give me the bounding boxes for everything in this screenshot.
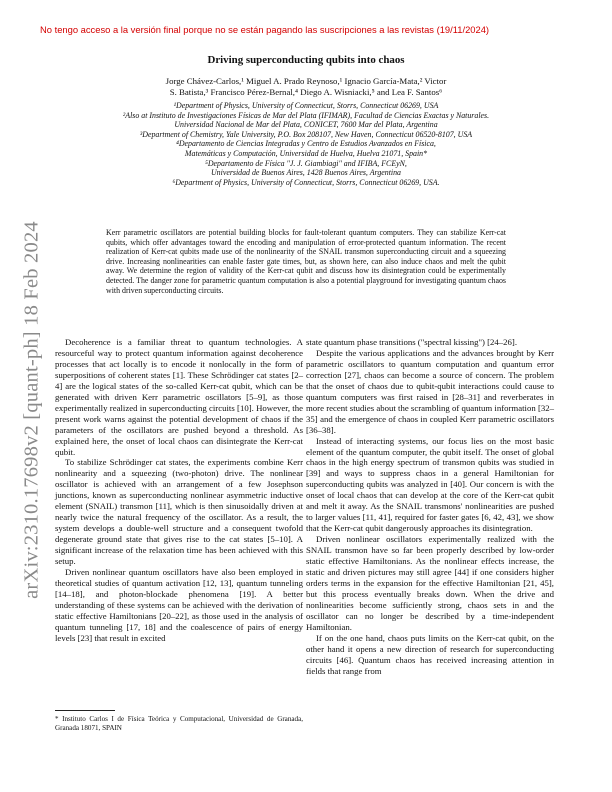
- body-paragraph: To stabilize Schrödinger cat states, the experiments combine Kerr nonlinearity and a squeezing (two-photon) drive. The nonlinear oscillator is achieved with an arrangement of a few Josephson junctions, known as superconducting nonlinear asymmetric inductive element (SNAIL) transmon [11], which is then sinusoidally driven at nearly twice the natural frequency of the oscillator. As a result, the system develops a double-well structure and a consequent twofold degenerate ground state that gives rise to the cat states [5–10]. A significant increase of the relaxation time has been achieved with this setup.: [55, 457, 303, 567]
- author-list: [120, 76, 492, 98]
- arxiv-identifier: arXiv:2310.17698v2 [quant-ph] 18 Feb 2024: [20, 221, 43, 599]
- body-paragraph: state quantum phase transitions ("spectral kissing") [24–26].: [306, 337, 518, 347]
- abstract: Kerr parametric oscillators are potential building blocks for fault-tolerant quantum computers. They can stabilize Kerr-cat qubits, which offer advantages toward the encoding and manipulation of error-protected quantum information. The recent realization of Kerr-cat qubits made use of the nonlinearity of the SNAIL transmon superconducting circuit and a squeezing drive. Increasing nonlinearities can enable faster gate times, but, as shown here, can also induce chaos and melt the qubit away. We determine the region of validity of the Kerr-cat qubit and discuss how its disintegration could be experimentally detected. The danger zone for parametric quantum computation is also a potential playground for investigating quantum chaos with driven superconducting circuits.: [106, 228, 506, 295]
- affiliation-line: ⁶Department of Physics, University of Connecticut, Storrs, Connecticut 06269, USA.: [172, 177, 440, 187]
- affiliation-line: ³Department of Chemistry, Yale University, P.O. Box 208107, New Haven, Connecticut 06520-8107, USA: [139, 129, 473, 139]
- body-paragraph: Decoherence is a familiar threat to quantum technologies. A resourceful way to protect quantum information against decoherence processes that act locally is to encode it nonlocally in the form of superpositions of coherent states [1]. These Schrödinger cat states [2–4] are the logical states of the so-called Kerr-cat qubit, which can be generated with driven Kerr parametric oscillators [5–9], as those experimentally realized in superconducting circuits [10]. However, the present work warns against the potential development of chaos if the parameters of the oscillators are pushed beyond a threshold. As explained here, the onset of local chaos can disintegrate the Kerr-cat qubit.: [55, 337, 303, 457]
- paper-title: Driving superconducting qubits into chaos: [207, 54, 405, 66]
- affiliations: [62, 101, 550, 187]
- affiliation-line: Universidad Nacional de Mar del Plata, CONICET, 7600 Mar del Plata, Argentina: [174, 120, 438, 130]
- body-paragraph: Despite the various applications and the advances brought by Kerr parametric oscillators to quantum computation and quantum error correction [27], chaos can become a source of concern. The problem that the onset of chaos due to qubit-qubit interactions could cause to quantum computers was first raised in [28–31] and reverberates in more recent studies about the scrambling of quantum information [32–35] and the emergence of chaos in coupled Kerr parametric oscillators [36–38].: [306, 347, 554, 435]
- affiliation-line: ⁵Departamento de Física "J. J. Giambiagi" and IFIBA, FCEyN,: [205, 158, 407, 168]
- footnote: * Instituto Carlos I de Física Teórica y Computacional, Universidad de Granada, Granada 18071, SPAIN: [55, 715, 303, 732]
- affiliation-line: ⁴Departamento de Ciencias Integradas y Centro de Estudios Avanzados en Física,: [176, 139, 436, 149]
- author-line: S. Batista,³ Francisco Pérez-Bernal,⁴ Diego A. Wisniacki,⁵ and Lea F. Santos⁶: [169, 87, 443, 97]
- affiliation-line: ²Also at Instituto de Investigaciones Físicas de Mar del Plata (IFIMAR), Facultad de Ciencias Exactas y Naturales.: [122, 110, 490, 120]
- body-paragraph: Driven nonlinear quantum oscillators have also been employed in theoretical studies of quantum activation [12, 13], quantum tunneling [14–18], and photon-blockade phenomena [19]. A better understanding of these systems can be achieved with the derivation of static effective Hamiltonians [20–22], as those used in the analysis of quantum tunneling [17, 18] and the coalescence of pairs of energy levels [23] that result in excited: [55, 567, 303, 643]
- body-paragraph: If on the one hand, chaos puts limits on the Kerr-cat qubit, on the other hand it opens a new direction of research for superconducting circuits [46]. Quantum chaos has received increasing attention in fields that range from: [306, 632, 554, 676]
- footnote-divider: [55, 710, 115, 711]
- author-line: Jorge Chávez-Carlos,¹ Miguel A. Prado Reynoso,¹ Ignacio García-Mata,² Victor: [165, 76, 447, 86]
- arxiv-sidebar-stamp: [18, 195, 46, 625]
- access-notice: No tengo acceso a la versión final porque no se están pagando las suscripciones a las revistas (19/11/2024): [40, 24, 490, 35]
- body-paragraph: Instead of interacting systems, our focus lies on the most basic element of the quantum computer, the qubit itself. The onset of global chaos in the high energy spectrum of transmon qubits was studied in [39] and ways to suppress chaos in a general Hamiltonian for superconducting qubits was analyzed in [40]. Our concern is with the onset of local chaos that can develop at the core of the Kerr-cat qubit and melt it away. As the SNAIL transmons' nonlinearities are pushed to larger values [11, 41], required for faster gates [6, 42, 43], we show that the Kerr-cat qubit dangerously approaches its disintegration.: [306, 435, 554, 534]
- body-paragraph: Driven nonlinear oscillators experimentally realized with the SNAIL transmon have so far been properly described by low-order static effective Hamiltonians. As the nonlinear effects increase, the static and driven pictures may still agree [44] if one considers higher orders terms in the expansion for the effective Hamiltonian [21, 45], but this process eventually breaks down. When the drive and nonlinearities become sufficiently strong, chaos sets in and the oscillator can no longer be described by a time-independent Hamiltonian.: [306, 534, 554, 632]
- affiliation-line: Matemáticas y Computación, Universidad de Huelva, Huelva 21071, Spain*: [184, 148, 428, 158]
- affiliation-line: ¹Department of Physics, University of Connecticut, Storrs, Connecticut 06269, USA: [173, 101, 439, 110]
- body-column-left: [55, 337, 303, 644]
- affiliation-line: Universidad de Buenos Aires, 1428 Buenos Aires, Argentina: [210, 168, 401, 178]
- body-column-right: [306, 337, 554, 677]
